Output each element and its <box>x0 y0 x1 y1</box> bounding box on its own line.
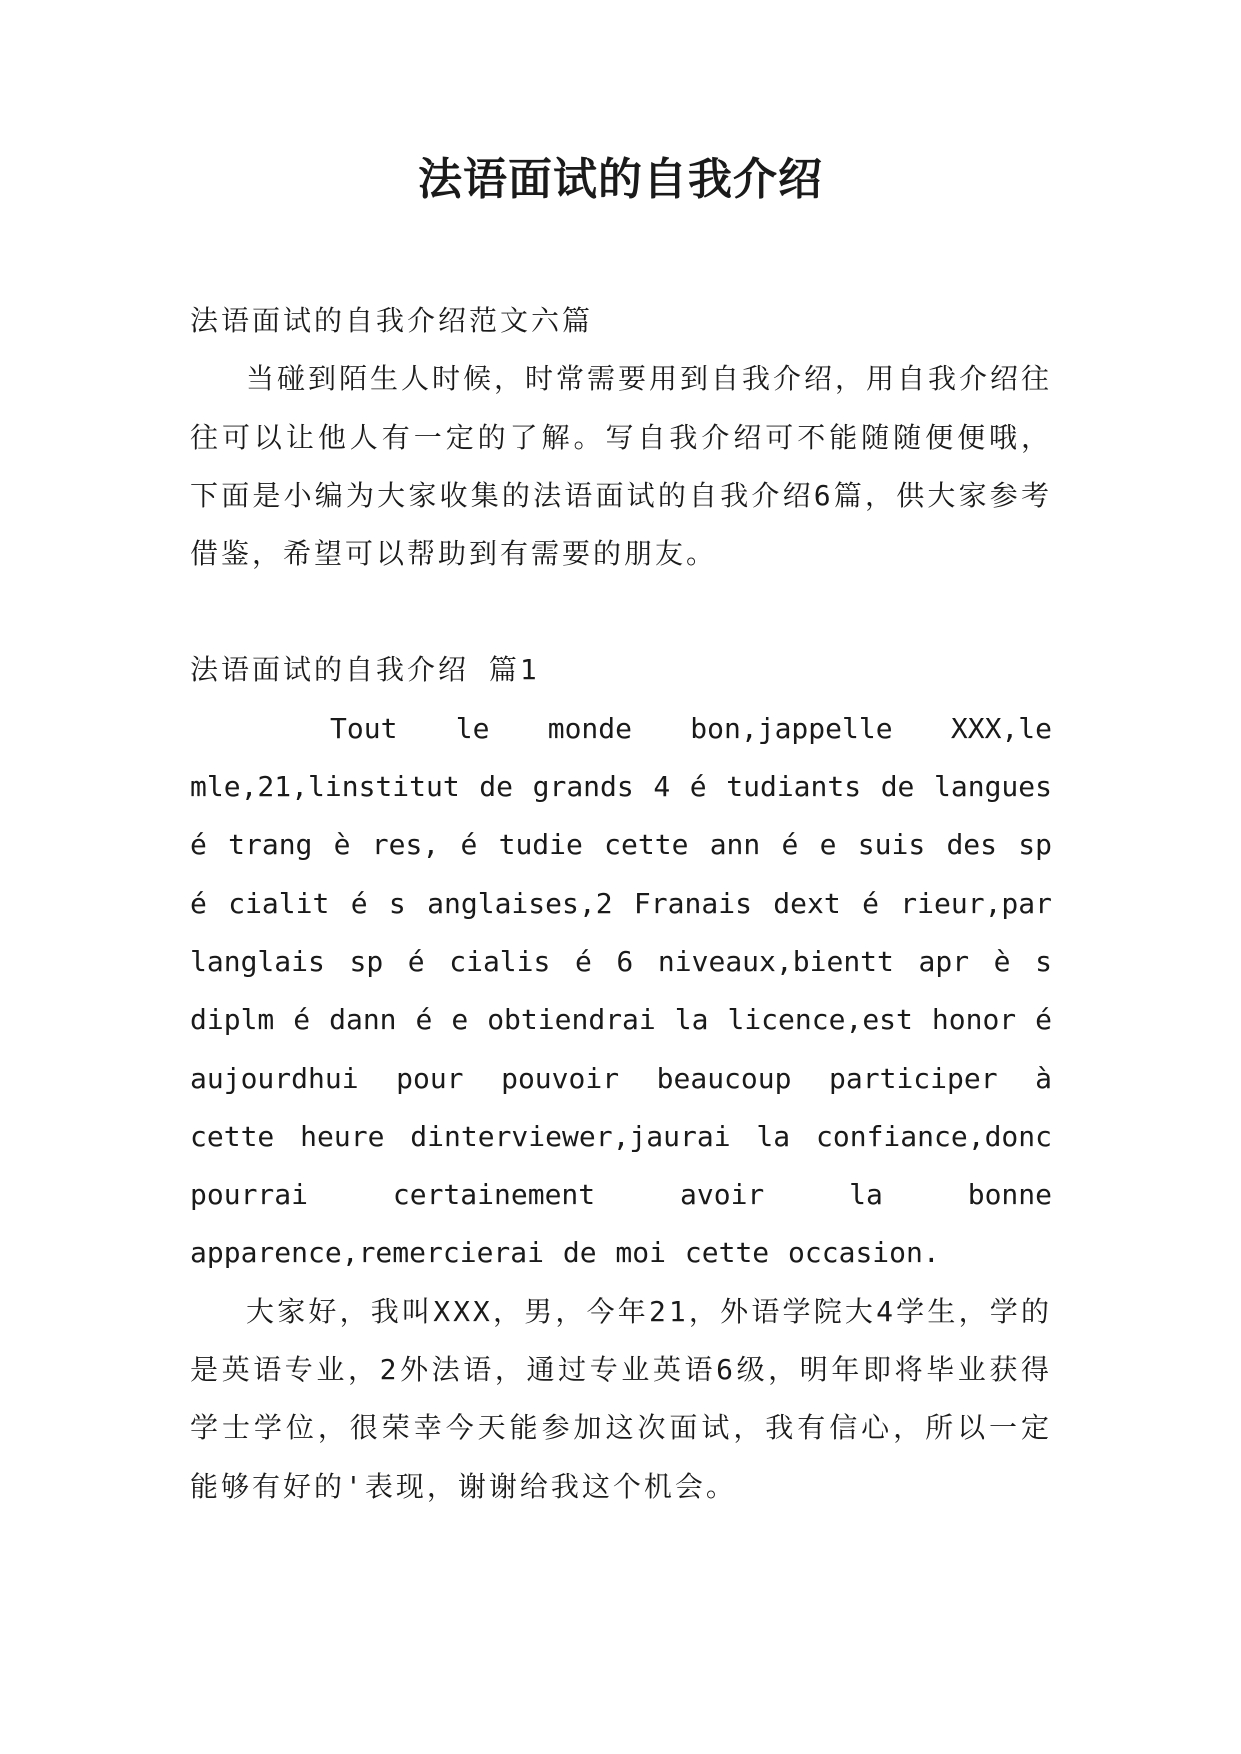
french-paragraph: Tout le monde bon,jappelle XXX,le mle,21,linstitut de grands 4 é tudiants de langues é trang è res, é tudie cette ann é e suis des sp é cialit é s anglaises,2 Franais dext é rieur,par langlais sp é cialis é 6 niveaux,bientt apr è s diplm é dann é e obtiendrai la licence,est honor é aujourdhui pour pouvoir beaucoup participer à cette heure dinterviewer,jaurai la confiance,donc pourrai certainement avoir la bonne apparence,remercierai de moi cette occasion. <box>190 711 1052 1270</box>
document-subtitle: 法语面试的自我介绍范文六篇 <box>190 304 594 337</box>
paragraph-spacer <box>190 583 1052 641</box>
section-heading: 法语面试的自我介绍 篇1 <box>190 653 540 687</box>
intro-paragraph: 当碰到陌生人时候，时常需要用到自我介绍，用自我介绍往往可以让他人有一定的了解。写自我介绍可不能随随便便哦，下面是小编为大家收集的法语面试的自我介绍6篇，供大家参考借鉴，希望可以帮助到有需要的朋友。 <box>190 362 1053 571</box>
chinese-paragraph: 大家好，我叫XXX，男，今年21，外语学院大4学生，学的是英语专业，2外法语，通过专业英语6级，明年即将毕业获得学士学位，很荣幸今天能参加这次面试，我有信心，所以一定能够有好的'表现，谢谢给我这个机会。 <box>190 1294 1052 1503</box>
document-title: 法语面试的自我介绍 <box>418 154 823 205</box>
document-body <box>190 292 1052 1516</box>
